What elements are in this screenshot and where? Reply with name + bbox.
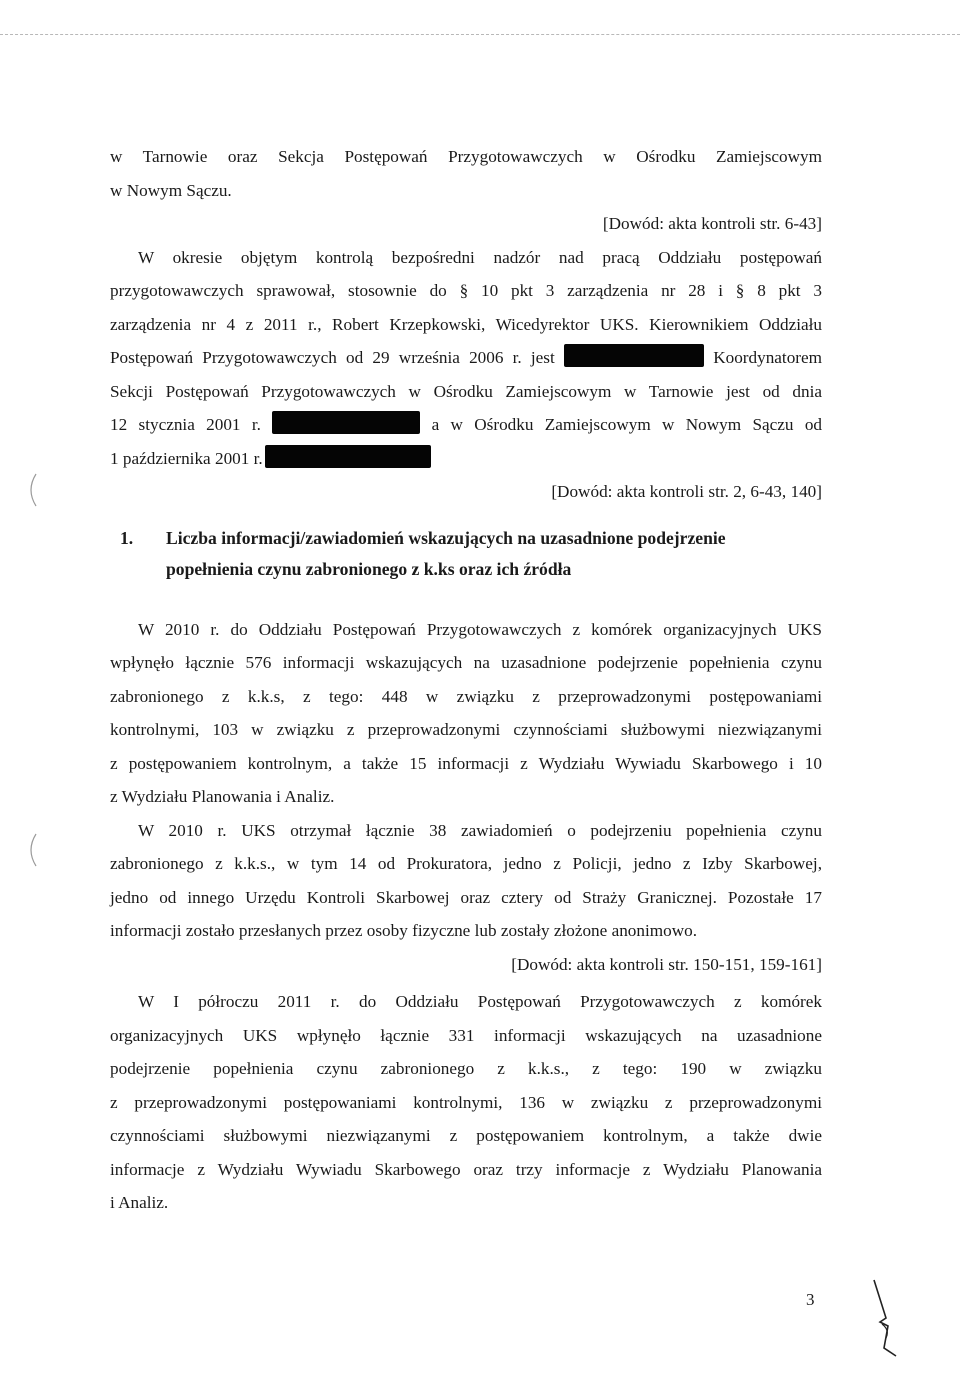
text-line: W 2010 r. do Oddziału Postępowań Przygotowawczych z komórek organizacyjnych UKS — [138, 619, 822, 639]
document-body — [110, 140, 822, 1220]
text-line: zarządzenia nr 4 z 2011 r., Robert Krzepkowski, Wicedyrektor UKS. Kierownikiem Oddziału — [110, 314, 822, 334]
evidence-reference: [Dowód: akta kontroli str. 150-151, 159-161] — [511, 954, 822, 974]
text-segment: a w Ośrodku Zamiejscowym w Nowym Sączu od — [431, 415, 823, 434]
section-heading — [110, 523, 822, 585]
page-number: 3 — [806, 1290, 815, 1309]
evidence-reference: [Dowód: akta kontroli str. 6-43] — [602, 214, 822, 233]
text-line: z postępowaniem kontrolnym, a także 15 informacji z Wydziału Wywiadu Skarbowego i 10 — [110, 753, 822, 773]
section-heading-line: Liczba informacji/zawiadomień wskazujących na uzasadnione podejrzenie — [166, 527, 726, 548]
text-line: organizacyjnych UKS wpłynęło łącznie 331 informacji wskazujących na uzasadnione — [110, 1025, 822, 1045]
section-number: 1. — [120, 527, 134, 548]
text-line: W okresie objętym kontrolą bezpośredni nadzór nad pracą Oddziału postępowań — [138, 247, 822, 267]
evidence-reference: [Dowód: akta kontroli str. 2, 6-43, 140] — [551, 482, 822, 501]
margin-bracket-mark — [24, 830, 40, 870]
text-line: zabronionego z k.k.s., w tym 14 od Prokuratora, jedno z Policji, jedno z Izby Skarbowej, — [110, 854, 822, 873]
margin-bracket-mark — [24, 470, 40, 510]
redaction-bar — [272, 411, 420, 434]
text-segment: 12 stycznia 2001 r. — [110, 415, 261, 434]
text-line: wpłynęło łącznie 576 informacji wskazujących na uzasadnione podejrzenie popełnienia czynu — [110, 653, 822, 672]
text-line: zabronionego z k.k.s, z tego: 448 w związku z przeprowadzonymi postępowaniami — [110, 686, 822, 706]
text-segment: 1 października 2001 r. — [110, 448, 263, 468]
text-line: podejrzenie popełnienia czynu zabronionego z k.k.s., z tego: 190 w związku — [110, 1059, 822, 1078]
text-line: w Tarnowie oraz Sekcja Postępowań Przygotowawczych w Ośrodku Zamiejscowym — [110, 147, 822, 166]
redaction-bar — [265, 445, 431, 468]
section-heading-line: popełnienia czynu zabronionego z k.ks oraz ich źródła — [166, 558, 572, 579]
text-line: informacji zostało przesłanych przez osoby fizyczne lub zostały złożone anonimowo. — [110, 921, 698, 940]
text-line: przygotowawczych sprawował, stosownie do § 10 pkt 3 zarządzenia nr 28 i § 8 pkt 3 — [110, 281, 822, 300]
text-line: i Analiz. — [110, 1193, 169, 1212]
text-line: informacje z Wydziału Wywiadu Skarbowego oraz trzy informacje z Wydziału Planowania — [110, 1159, 822, 1179]
text-line — [110, 442, 822, 476]
redaction-bar — [564, 344, 704, 367]
text-line — [110, 408, 822, 442]
text-line: jedno od innego Urzędu Kontroli Skarbowej oraz cztery od Straży Granicznej. Pozostałe 17 — [110, 887, 822, 907]
text-line: W 2010 r. UKS otrzymał łącznie 38 zawiadomień o podejrzeniu popełnienia czynu — [138, 820, 822, 840]
handwritten-initials — [866, 1278, 906, 1358]
spacer — [110, 585, 822, 613]
text-segment: Postępowań Przygotowawczych od 29 września 2006 r. jest — [110, 348, 555, 367]
scan-artifact-line — [0, 34, 960, 35]
text-segment: Koordynatorem — [713, 348, 823, 367]
text-line: z Wydziału Planowania i Analiz. — [110, 787, 335, 806]
text-line — [110, 341, 822, 375]
text-line: czynnościami służbowymi niezwiązanymi z postępowaniem kontrolnym, a także dwie — [110, 1126, 822, 1145]
text-line: z przeprowadzonymi postępowaniami kontrolnymi, 136 w związku z przeprowadzonymi — [110, 1092, 822, 1112]
text-line: kontrolnymi, 103 w związku z przeprowadzonymi czynnościami służbowymi niezwiązanymi — [110, 720, 822, 739]
text-line: Sekcji Postępowań Przygotowawczych w Ośrodku Zamiejscowym w Tarnowie jest od dnia — [110, 381, 822, 401]
text-line: W I półroczu 2011 r. do Oddziału Postępowań Przygotowawczych z komórek — [138, 992, 822, 1011]
text-line: w Nowym Sączu. — [110, 180, 232, 200]
